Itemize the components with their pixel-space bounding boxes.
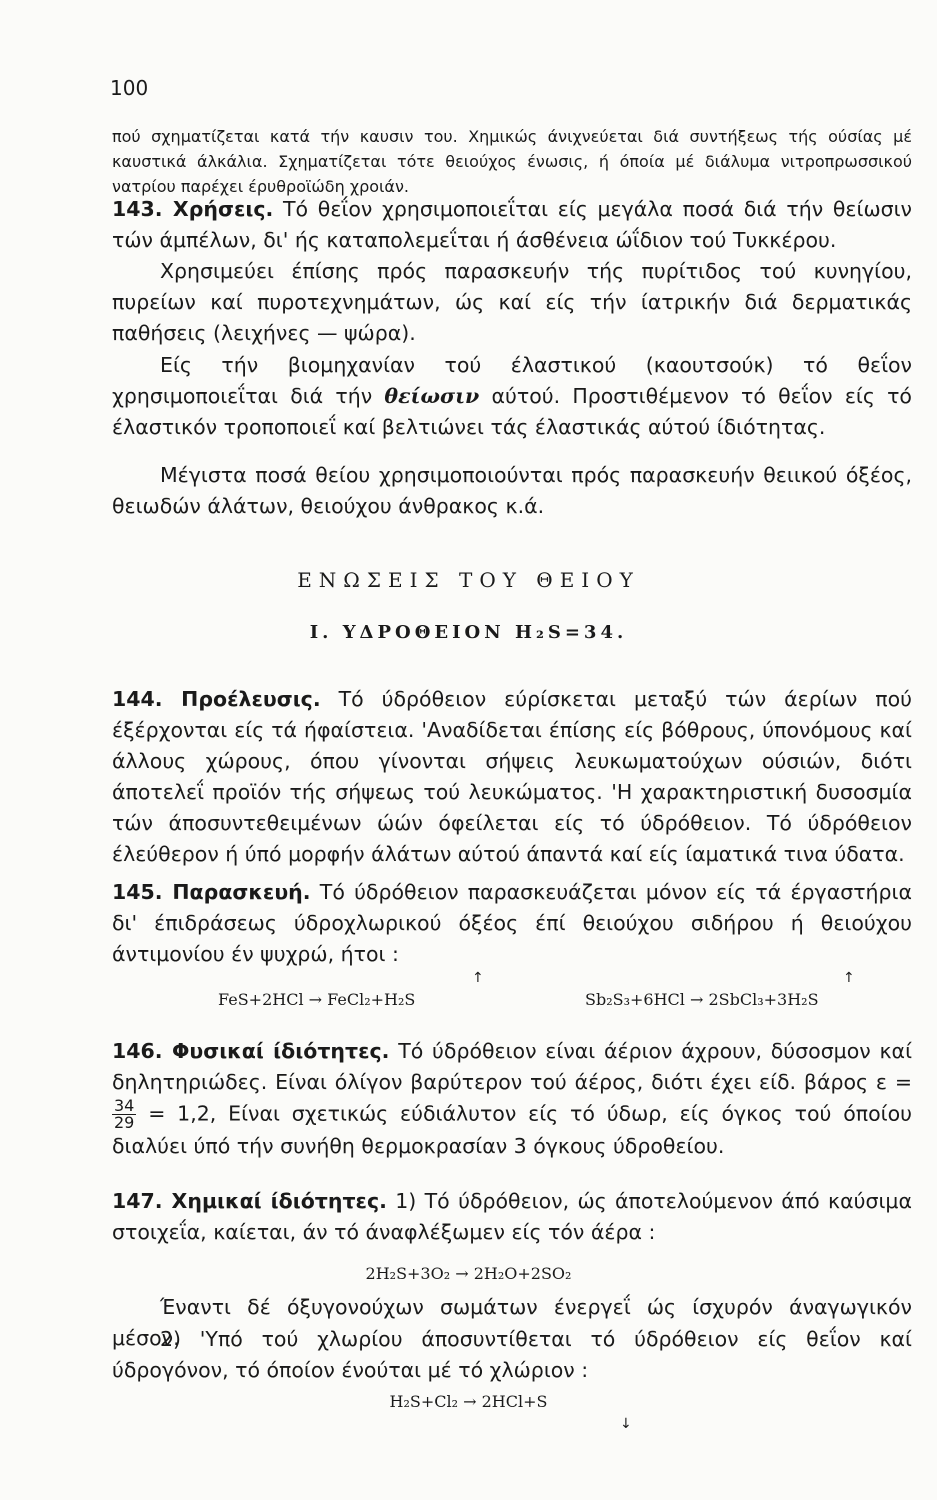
text-147-2: Έναντι δέ όξυγονούχων σωμάτων ένεργεΐ ώς ίσχυρόν άναγωγικόν μέσον.	[112, 1295, 912, 1350]
text-143-2: Χρησιμεύει έπίσης πρός παρασκευήν τής πυρίτιδος τού κυνηγίου, πυρείων καί πυροτεχνημάτων, ώς καί είς τήν ίατρικήν διά δερματικάς παθήσεις (λειχήνες — ψώρα).	[112, 259, 912, 345]
text-143-4: Μέγιστα ποσά θείου χρησιμοποιούνται πρός παρασκευήν θειικού όξέος, θειωδών άλάτων, θειούχου άνθρακος κ.ά.	[112, 463, 912, 518]
heading-147: 147. Χημικαί ίδιότητες.	[112, 1189, 387, 1213]
text-143-3b: αύτού. Προστιθέμενον τό θεΐον είς τό έλαστικόν τροποποιεΐ καί βελτιώνει τάς έλαστικάς αύτού ίδιότητας.	[112, 384, 912, 439]
page-number: 100	[110, 76, 149, 100]
up-arrow-1: ↑	[472, 970, 484, 986]
fraction-numerator: 34	[114, 1096, 135, 1115]
text-143-3-italic: θείωσιν	[384, 384, 480, 408]
paragraph-144	[112, 684, 912, 870]
section-title: ΕΝΩΣΕΙΣ ΤΟΥ ΘΕΙΟΥ	[297, 568, 640, 592]
text-146a: Τό ύδρόθειον είναι άέριον άχρουν, δύσοσμον καί δηλητηριώδες. Είναι όλίγον βαρύτερον τού άέρος, διότι έχει είδ. βάρος ε =	[112, 1039, 913, 1094]
text-147-3: 2) 'Υπό τού χλωρίου άποσυντίθεται τό ύδρόθειον είς θεΐον καί ύδρογόνον, τό όποίον ένούται μέ τό χλώριον :	[112, 1327, 912, 1382]
density-fraction	[112, 1098, 136, 1131]
equation-3: 2H₂S+3O₂ → 2H₂O+2SO₂	[365, 1264, 572, 1283]
text-143-1: Τό θεΐον χρησιμοποιεΐται είς μεγάλα ποσά διά τήν θείωσιν τών άμπέλων, δι' ής καταπολεμεΐται ή άσθένεια ώΐδιον τού Τυκκέρου.	[112, 197, 912, 252]
up-arrow-2: ↑	[843, 970, 855, 986]
subsection-title: Ι. ΥΔΡΟΘΕΙΟΝ H₂S=34.	[309, 622, 628, 643]
text-144: Τό ύδρόθειον εύρίσκεται μεταξύ τών άερίων πού έξέρχονται είς τά ήφαίστεια. 'Αναδίδεται έπίσης είς βόθρους, ύπονόμους καί άλλους χώρους, όπου γίνονται σήψεις λευκωματούχων ούσιών, διότι άποτελεΐ προϊόν τής σήψεως τού λευκώματος. 'Η χαρακτηριστική δυσοσμία τών άποσυντεθειμένων ώών όφείλεται είς τό ύδρόθειον. Τό ύδρόθειον έλεύθερον ή ύπό μορφήν άλάτων αύτού άπαντά καί είς ίαματικά τινα ύδατα.	[112, 687, 912, 866]
equation-2: Sb₂S₃+6HCl → 2SbCl₃+3H₂S	[585, 990, 819, 1009]
paragraph-143-4	[112, 460, 912, 522]
text-145: Τό ύδρόθειον παρασκευάζεται μόνον είς τά έργαστήρια δι' έπιδράσεως ύδροχλωρικού όξέος έπί θειούχου σιδήρου ή θειούχου άντιμονίου έν ψυχρώ, ήτοι :	[112, 880, 912, 966]
fraction-denominator: 29	[114, 1113, 135, 1132]
text-143-3a: Είς τήν βιομηχανίαν τού έλαστικού (καουτσούκ) τό θεΐον χρησιμοποιεΐται διά τήν	[112, 353, 912, 408]
heading-144: 144. Προέλευσις.	[112, 687, 321, 711]
intro-paragraph: πού σχηματίζεται κατά τήν καυσιν του. Χημικώς άνιχνεύεται διά συντήξεως τής ούσίας μέ καυστικά άλκάλια. Σχηματίζεται τότε θειούχος ένωσις, ή όποία μέ διάλυμα νιτροπρωσσικού νατρίου παρέχει έρυθροϊώδη χροιάν.	[112, 127, 912, 196]
paragraph-143-3	[112, 350, 912, 443]
heading-145: 145. Παρασκευή.	[112, 880, 311, 904]
equation-4: H₂S+Cl₂ → 2HCl+S	[389, 1392, 548, 1411]
paragraph-147-3	[112, 1324, 912, 1386]
paragraph-143-2	[112, 256, 912, 349]
text-146b: = 1,2, Είναι σχετικώς εύδιάλυτον είς τό ύδωρ, είς όγκος τού όποίου διαλύει ύπό τήν συνήθη θερμοκρασίαν 3 όγκους ύδροθείου.	[112, 1101, 912, 1158]
paragraph-143-1	[112, 194, 912, 256]
paragraph-145	[112, 877, 912, 970]
down-arrow: ↓	[620, 1416, 632, 1432]
paragraph-146	[112, 1036, 912, 1162]
paragraph-147-1	[112, 1186, 912, 1248]
equation-1: FeS+2HCl → FeCl₂+H₂S	[218, 990, 416, 1009]
heading-146: 146. Φυσικαί ίδιότητες.	[112, 1039, 390, 1063]
heading-143: 143. Χρήσεις.	[112, 197, 274, 221]
text-147-1: 1) Τό ύδρόθειον, ώς άποτελούμενον άπό καύσιμα στοιχεΐα, καίεται, άν τό άναφλέξωμεν είς τόν άέρα :	[112, 1189, 912, 1244]
